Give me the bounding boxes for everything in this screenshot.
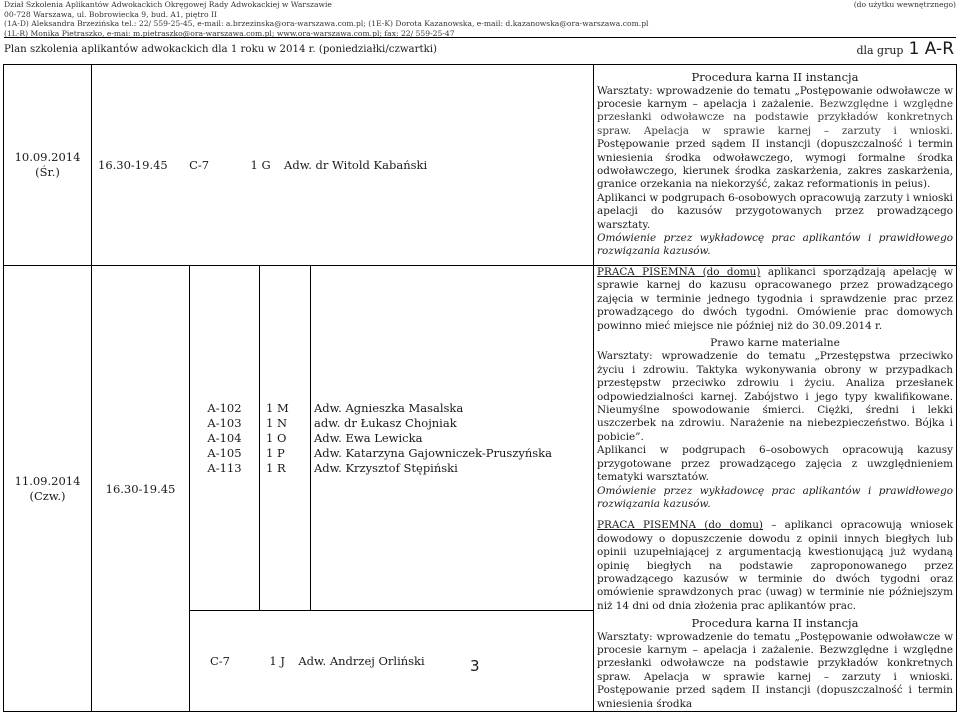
groups-value: 1 A-R xyxy=(908,39,954,59)
topic-review: Omówienie przez wykładowcę prac aplikantów i prawidłowego rozwiązania kazusów. xyxy=(597,232,953,258)
header-line: (1A-D) Aleksandra Brzezińska tel.: 22/ 559-25-45, e-mail: a.brzezinska@ora-warszawa.com.pl; (1E-K) Dorota Kazanowska, e-mail: d.kazanowska@ora-warszawa.com.pl xyxy=(4,19,649,29)
groups-label xyxy=(856,39,954,59)
date: 10.09.2014 xyxy=(14,150,81,164)
rooms-cell xyxy=(190,266,260,611)
topic-premises: Bezwzględne i względne przesłanki odwoławcze na podstawie przykładów konkretnych spraw. Apelacja w sprawie karnej – zarzuty i wnioski. xyxy=(597,97,953,137)
topic-title: Procedura karna II instancja xyxy=(691,70,859,85)
date: 11.09.2014 xyxy=(14,473,81,488)
group: 1 G xyxy=(250,158,271,172)
group: 1 N xyxy=(266,415,288,430)
room: A-103 xyxy=(207,415,242,430)
homework-2 xyxy=(597,519,953,613)
homework-label: PRACA PISEMNA (do domu) xyxy=(597,266,761,278)
topic-cell xyxy=(594,65,957,266)
time: 16.30-19.45 xyxy=(92,266,190,712)
weekday: (Śr.) xyxy=(35,165,60,179)
groups-prefix: dla grup xyxy=(856,44,904,57)
topic-description: Warsztaty: wprowadzenie do tematu „Przestępstwa przeciwko życiu i zdrowiu. Taktyka wykonywania obrony w przypadkach przestępstw przeciwko zdrowiu i życiu. Analiza przesłanek odpowiedzialności karnej. Zabójstwo i jego typy kwalifikowane. Nieumyślne spowodowanie śmierci. Ciężki, średni i lekki uszczerbek na zdrowiu. Narażenie na niebezpieczeństwo. Bójka i pobicie”. xyxy=(597,350,953,443)
topic-description xyxy=(597,85,953,192)
topic-title: Prawo karne materialne xyxy=(710,337,840,350)
homework-1 xyxy=(597,266,953,333)
lecturer: Adw. Agnieszka Masalska xyxy=(314,400,464,415)
topic-review: Omówienie przez wykładowcę prac aplikantów i prawidłowego rozwiązania kazusów. xyxy=(597,484,953,510)
plan-title: Plan szkolenia aplikantów adwokackich dla 1 roku w 2014 r. (poniedziałki/czwartki) xyxy=(4,44,437,55)
room: A-105 xyxy=(207,445,242,460)
topic-procedure: Postępowanie przed sądem II instancji (dopuszczalność i termin wniesienia środka odwoławczego, wymogi formalne środka odwoławczego, kierunek środka zaskarżenia, zakres zaskarżenia, granice orzekania na niekorzyść, zakaz reformationis in peius). xyxy=(597,138,953,191)
lecturer: Adw. Ewa Lewicka xyxy=(314,430,423,445)
header-line: Dział Szkolenia Aplikantów Adwokackich Okręgowej Rady Adwokackiej w Warszawie xyxy=(4,0,332,9)
header-line: (1L-R) Monika Pietraszko, e-mai: m.pietraszko@ora-warszawa.com.pl; www.ora-warszawa.com.pl; fax: 22/ 559-25-47 xyxy=(4,28,455,38)
topic-title: Procedura karna II instancja xyxy=(691,616,859,631)
day-cell xyxy=(4,65,92,266)
header-divider xyxy=(4,37,956,38)
topic-cell xyxy=(594,266,957,712)
session-info xyxy=(92,65,594,266)
topic-groupwork: Aplikanci w podgrupach 6–osobowych opracowują kazusy przygotowane przez prowadzącego zajęcia z uwzględnieniem tematyki warsztatów. xyxy=(597,444,953,484)
room: A-104 xyxy=(207,430,242,445)
group: 1 J xyxy=(269,654,285,669)
topic-groupwork: Aplikanci w podgrupach 6-osobowych opracowują zarzuty i wnioski apelacji do kazusów przygotowanych przez prowadzącego warsztaty. xyxy=(597,191,953,231)
lecturers-cell xyxy=(311,266,594,611)
lecturer: Adw. Krzysztof Stępiński xyxy=(314,460,458,475)
group: 1 M xyxy=(266,400,289,415)
group: 1 O xyxy=(266,430,287,445)
schedule-table xyxy=(3,64,957,712)
group: 1 R xyxy=(266,460,286,475)
homework-label: PRACA PISEMNA (do domu) xyxy=(597,519,763,532)
room: C-7 xyxy=(189,158,210,172)
homework-text: – aplikanci opracowują wniosek dowodowy o dopuszczenie dowodu z opinii innych biegłych lub opinii uzupełniającej z argumentacją kwestionującą już wydaną opinię biegłych na podstawie zaproponowanego przez prowadzącego kazusów w terminie do dwóch tygodni oraz omówienie sprawdzonych prac (uwag) w terminie nie późniejszym niż 14 dni od dnia złożenia prac aplikantów prac. xyxy=(597,519,953,612)
topic-description: Warsztaty: wprowadzenie do tematu „Postępowanie odwoławcze w procesie karnym – apelacja i zażalenie. Bezwzględne i względne przesłanki odwoławcze na podstawie przykładów konkretnych spraw. Apelacja w sprawie karnej – zarzuty i wnioski. Postępowanie przed sądem II instancji (dopuszczalność i termin wniesienia środka xyxy=(597,630,953,710)
room: A-113 xyxy=(207,460,242,475)
homework-text: aplikanci sporządzają apelację w sprawie karnej do kazusu opracowanego przez prowadzącego zajęcia w terminie jednego tygodnia i sprawdzenie prac przez prowadzącego do dwóch tygodni. Omówienie prac domowych powinno mieć miejsce nie później niż do 30.09.2014 r. xyxy=(597,266,954,332)
header-line: 00-728 Warszawa, ul. Bobrowiecka 9, bud. A1, piętro II xyxy=(4,9,217,19)
lecturer: Adw. dr Witold Kabański xyxy=(284,158,428,172)
topic-intro: Warsztaty: wprowadzenie do tematu „Postępowanie odwoławcze w procesie karnym – apelacja i zażalenie. xyxy=(597,84,953,110)
time: 16.30-19.45 xyxy=(98,158,168,172)
lecturer: Adw. Katarzyna Gajowniczek-Pruszyńska xyxy=(314,445,553,460)
group: 1 P xyxy=(266,445,285,460)
weekday: (Czw.) xyxy=(29,488,66,503)
page-number: 3 xyxy=(470,657,480,675)
table-row xyxy=(4,266,957,611)
lecturer: adw. dr Łukasz Chojniak xyxy=(314,415,457,430)
day-cell xyxy=(4,266,92,712)
groups-cell xyxy=(260,266,311,611)
table-row xyxy=(4,65,957,266)
document-header xyxy=(4,0,956,38)
lecturer: Adw. Andrzej Orliński xyxy=(298,654,425,669)
room: C-7 xyxy=(210,654,231,669)
session-info xyxy=(190,611,594,712)
internal-use-note: (do użytku wewnętrznego) xyxy=(853,0,956,9)
room: A-102 xyxy=(207,400,242,415)
